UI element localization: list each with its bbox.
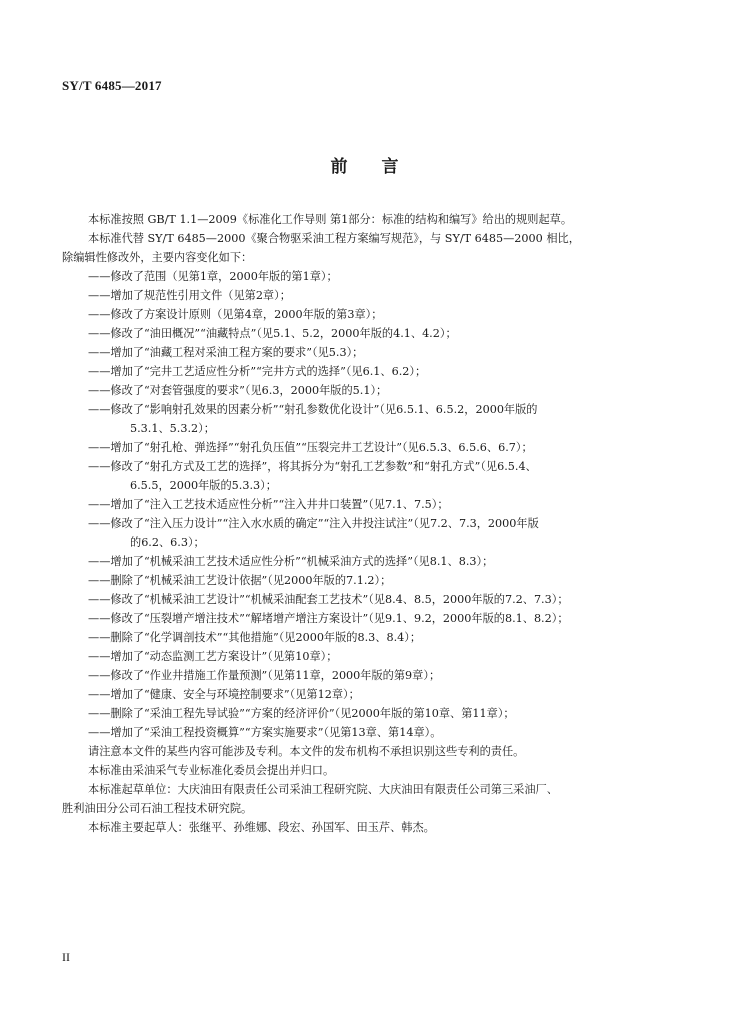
paragraph: 本标准按照 GB/T 1.1—2009《标准化工作导则 第1部分：标准的结构和编写》给出的规则起草。 [88, 213, 573, 226]
paragraph: 本标准主要起草人：张继平、孙维娜、段宏、孙国军、田玉芹、韩杰。 [88, 821, 435, 834]
paragraph: 本标准由采油采气专业标准化委员会提出并归口。 [88, 764, 335, 777]
list-item: ——增加了“采油工程投资概算”“方案实施要求”（见第13章、第14章）。 [88, 726, 442, 739]
document-body [62, 210, 658, 837]
list-item-continuation: 的6.2、6.3）； [130, 536, 205, 549]
list-item: ——增加了“注入工艺技术适应性分析”“注入井井口装置”（见7.1、7.5）； [88, 498, 449, 511]
list-item: ——修改了“注入压力设计”“注入水水质的确定”“注入井投注试注”（见7.2、7.3，2000年版 [88, 517, 539, 530]
list-item: ——修改了“作业井措施工作量预测”（见第11章，2000年版的第9章）； [88, 669, 441, 682]
paragraph: 本标准起草单位：大庆油田有限责任公司采油工程研究院、大庆油田有限责任公司第三采油厂、 [88, 783, 558, 796]
list-item: ——增加了“机械采油工艺技术适应性分析”“机械采油方式的选择”（见8.1、8.3）； [88, 555, 494, 568]
list-item: ——增加了“完井工艺适应性分析”“完井方式的选择”（见6.1、6.2）； [88, 365, 427, 378]
page-title: 前言 [330, 157, 433, 177]
list-item: ——修改了“射孔方式及工艺的选择”，将其拆分为“射孔工艺参数”和“射孔方式”（见6.5.4、 [88, 460, 537, 473]
list-item: ——修改了“机械采油工艺设计”“机械采油配套工艺技术”（见8.4、8.5，2000年版的7.2、7.3）； [88, 593, 569, 606]
page-number: II [62, 950, 70, 964]
list-item-continuation: 5.3.1、5.3.2）； [130, 422, 215, 435]
list-item: ——修改了“压裂增产增注技术”“解堵增产增注方案设计”（见9.1、9.2，2000年版的8.1、8.2）； [88, 612, 569, 625]
list-item: ——删除了“采油工程先导试验”“方案的经济评价”（见2000年版的第10章、第11章）； [88, 707, 515, 720]
list-item: ——删除了“机械采油工艺设计依据”（见2000年版的7.1.2）； [88, 574, 392, 587]
list-item: ——修改了“影响射孔效果的因素分析”“射孔参数优化设计”（见6.5.1、6.5.2，2000年版的 [88, 403, 538, 416]
list-item: ——删除了“化学调剖技术”“其他措施”（见2000年版的8.3、8.4）； [88, 631, 422, 644]
list-item: ——修改了范围（见第1章，2000年版的第1章）； [88, 270, 338, 283]
list-item: ——增加了“射孔枪、弹选择”“射孔负压值”“压裂完井工艺设计”（见6.5.3、6.5.6、6.7）； [88, 441, 533, 454]
list-item: ——增加了“动态监测工艺方案设计”（见第10章）； [88, 650, 338, 663]
list-item: ——增加了“油藏工程对采油工程方案的要求”（见5.3）； [88, 346, 364, 359]
list-item: ——增加了规范性引用文件（见第2章）； [88, 289, 291, 302]
paragraph: 请注意本文件的某些内容可能涉及专利。本文件的发布机构不承担识别这些专利的责任。 [88, 745, 525, 758]
list-item: ——修改了“油田概况”“油藏特点”（见5.1、5.2，2000年版的4.1、4.2）； [88, 327, 457, 340]
list-item: ——修改了“对套管强度的要求”（见6.3，2000年版的5.1）； [88, 384, 388, 397]
list-item-continuation: 6.5.5，2000年版的5.3.3）； [130, 479, 277, 492]
list-item: ——增加了“健康、安全与环境控制要求”（见第12章）； [88, 688, 360, 701]
standard-code: SY/T 6485—2017 [62, 78, 162, 93]
paragraph: 除编辑性修改外，主要内容变化如下： [62, 251, 253, 264]
paragraph: 胜利油田分公司石油工程技术研究院。 [62, 802, 253, 815]
paragraph: 本标准代替 SY/T 6485—2000《聚合物驱采油工程方案编写规范》，与 SY/T 6485—2000 相比， [88, 232, 580, 245]
list-item: ——修改了方案设计原则（见第4章，2000年版的第3章）； [88, 308, 383, 321]
